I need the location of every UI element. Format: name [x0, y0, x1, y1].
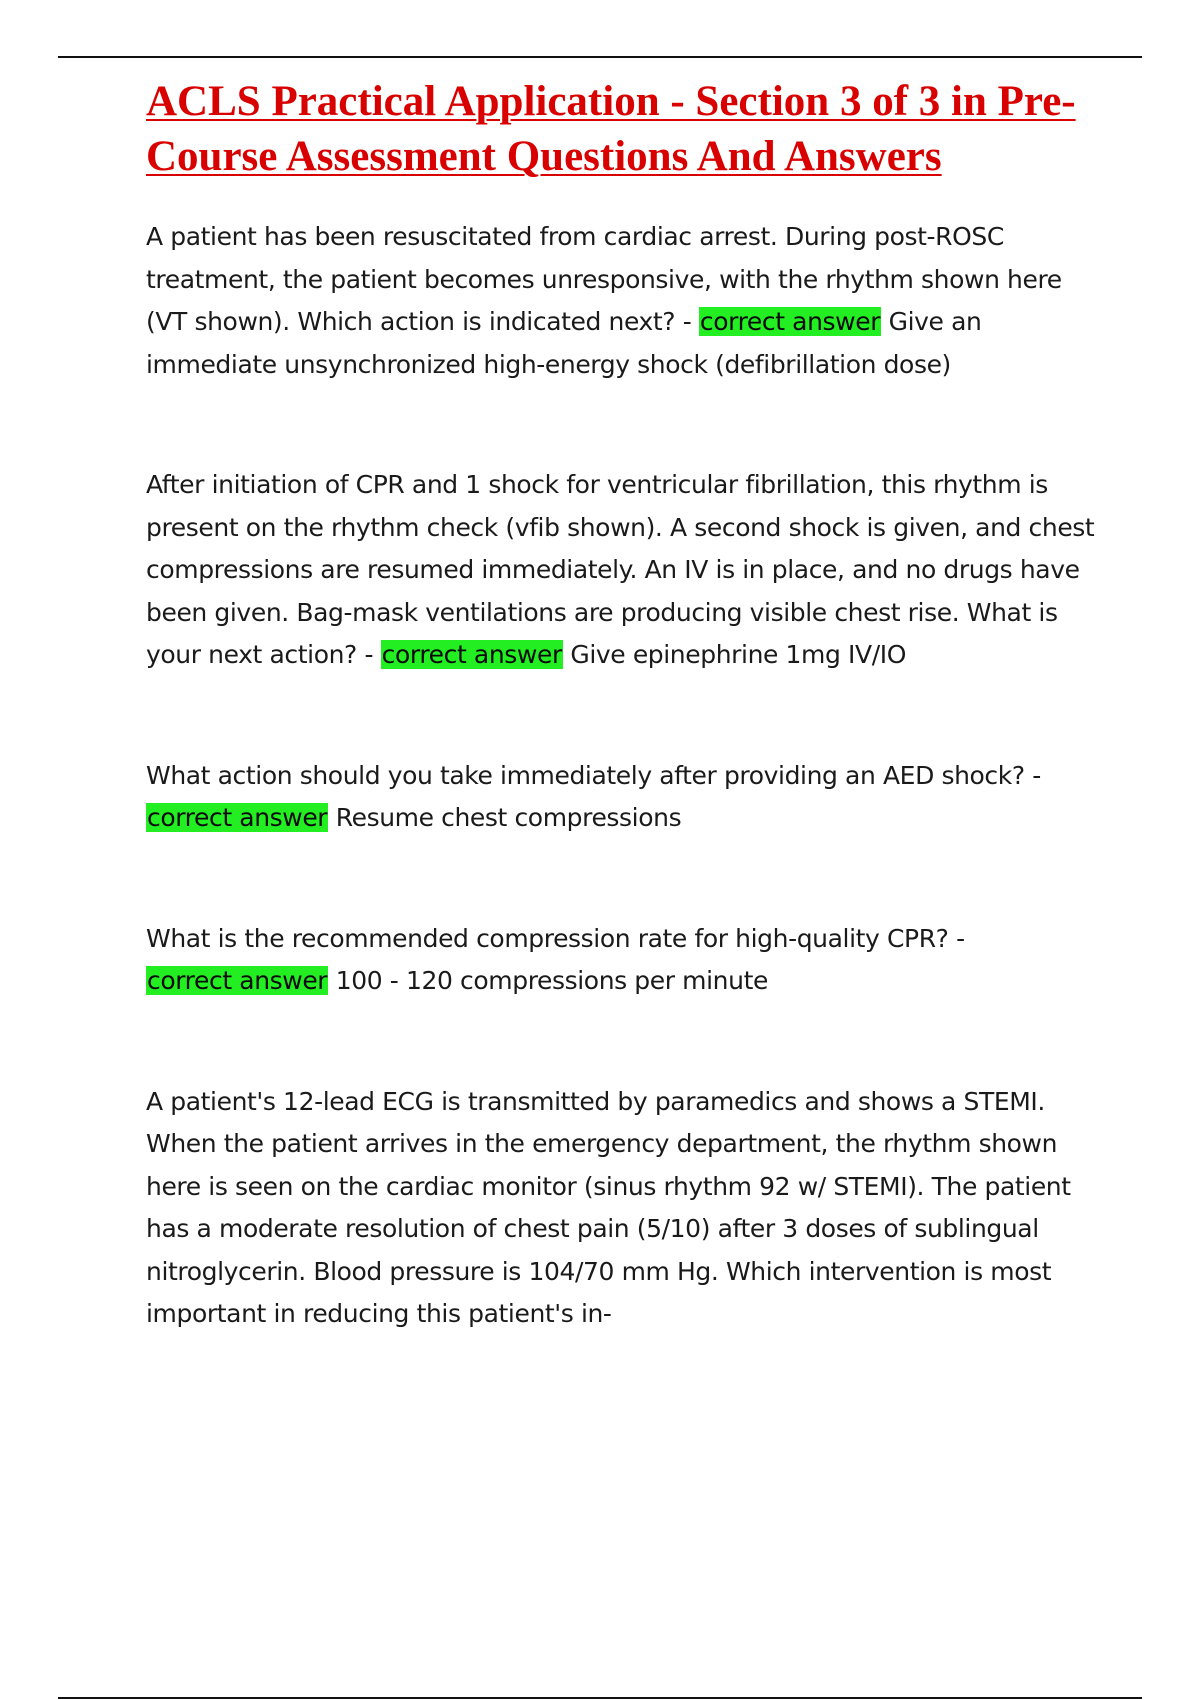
question-text: A patient's 12-lead ECG is transmitted by paramedics and shows a STEMI. When the patient arrives in the emergency department, the rhythm shown here is seen on the cardiac monitor (sinus rhythm 92 w/ STEMI). The patient has a moderate resolution of chest pain (5/10) after 3 doses of sublingual nitroglycerin. Blood pressure is 104/70 mm Hg. Which intervention is most important in reducing this patient's in-: [146, 1086, 1071, 1328]
question-text: What action should you take immediately after providing an AED shock? -: [146, 760, 1041, 790]
question-text: After initiation of CPR and 1 shock for ventricular fibrillation, this rhythm is present on the rhythm check (vfib shown). A second shock is given, and chest compressions are resumed immediately. An IV is in place, and no drugs have been given. Bag-mask ventilations are producing visible chest rise. What is your next action? -: [146, 470, 1095, 669]
qa-item-2: [146, 464, 1100, 677]
document-title: ACLS Practical Application - Section 3 of 3 in Pre-Course Assessment Questions And Answers: [146, 78, 1076, 180]
qa-item-1: [146, 216, 1100, 386]
correct-answer-marker: correct answer: [699, 307, 881, 336]
bottom-divider: [58, 1697, 1142, 1699]
qa-item-5: [146, 1081, 1100, 1336]
answer-text: Give epinephrine 1mg IV/IO: [570, 640, 906, 669]
answer-text: 100 - 120 compressions per minute: [335, 966, 768, 995]
correct-answer-marker: correct answer: [147, 966, 328, 995]
question-text: What is the recommended compression rate for high-quality CPR? -: [146, 923, 965, 953]
correct-answer-marker: correct answer: [147, 803, 328, 832]
top-divider: [58, 56, 1142, 58]
qa-item-4: [146, 918, 1100, 1003]
correct-answer-marker: correct answer: [381, 640, 562, 669]
answer-text: Resume chest compressions: [335, 803, 682, 832]
qa-item-3: [146, 755, 1100, 840]
question-text: A patient has been resuscitated from cardiac arrest. During post-ROSC treatment, the patient becomes unresponsive, with the rhythm shown here (VT shown). Which action is indicated next? -: [146, 222, 1062, 336]
answer-text: Give an immediate unsynchronized high-energy shock (defibrillation dose): [146, 307, 982, 379]
document-body: [146, 74, 1100, 1336]
